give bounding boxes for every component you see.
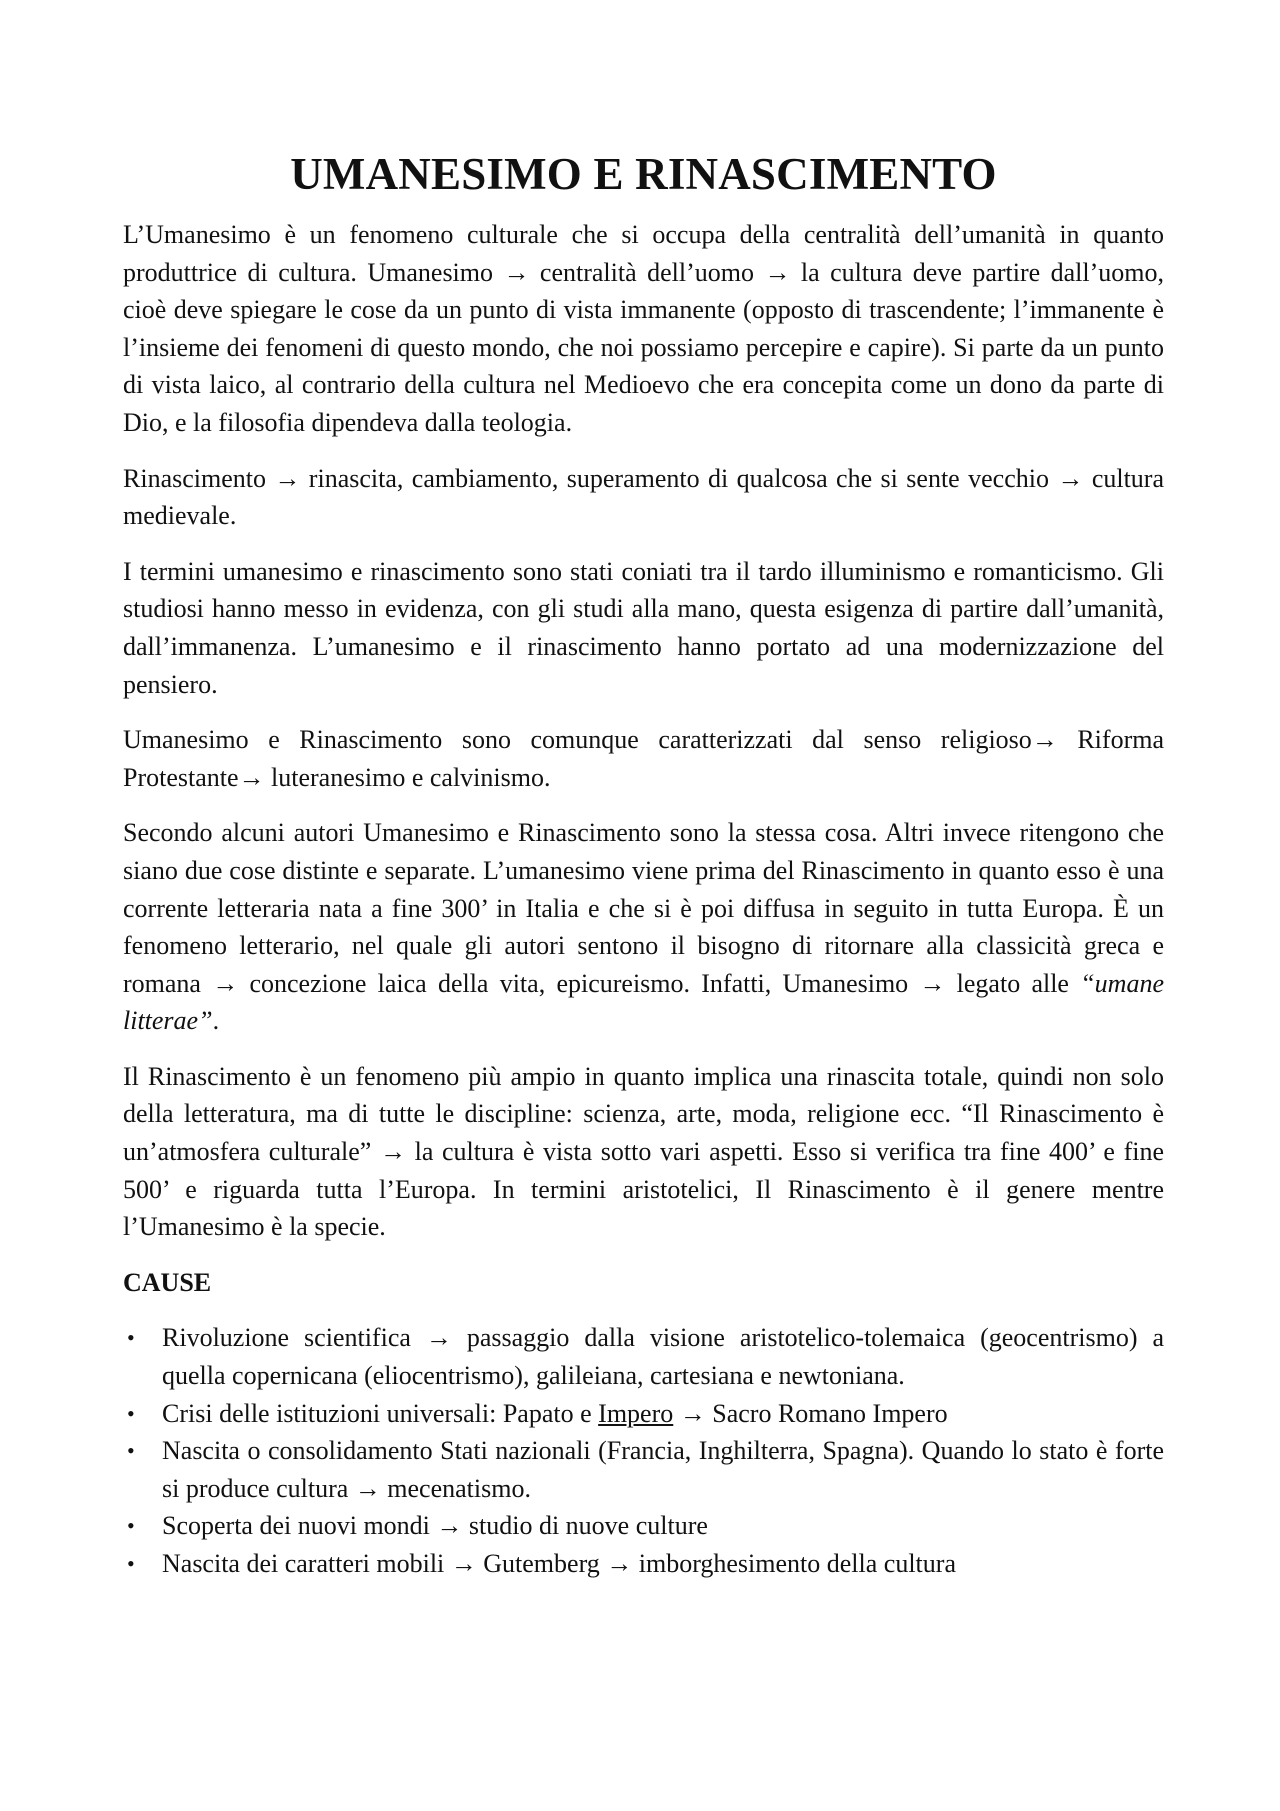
bullet-icon: • xyxy=(127,1513,135,1539)
bullet-icon: • xyxy=(127,1325,135,1351)
cause-list xyxy=(123,1319,1164,1582)
bullet-icon: • xyxy=(127,1551,135,1576)
list-item xyxy=(123,1545,1164,1583)
list-item xyxy=(123,1395,1164,1433)
paragraph-termini: I termini umanesimo e rinascimento sono stati coniati tra il tardo illuminismo e romanticismo. Gli studiosi hanno messo in evidenza, con gli studi alla mano, questa esigenza di partire dall’umanità, dall’immanenza. L’umanesimo e il rinascimento hanno portato ad una modernizzazione del pensiero. xyxy=(123,556,1164,699)
cause-heading: CAUSE xyxy=(123,1267,212,1297)
cause-text-after: → Sacro Romano Impero xyxy=(673,1398,948,1428)
bullet-icon: • xyxy=(127,1438,135,1464)
bullet-icon: • xyxy=(127,1400,135,1426)
impero-underlined: Impero xyxy=(598,1398,674,1428)
page-title: UMANESIMO E RINASCIMENTO xyxy=(290,149,997,199)
paragraph-senso-religioso: Umanesimo e Rinascimento sono comunque caratterizzati dal senso religioso→ Riforma Protestante→ luteranesimo e calvinismo. xyxy=(123,725,1164,792)
paragraph-autori xyxy=(123,814,1164,1040)
cause-text-before: Crisi delle istituzioni universali: Papato e xyxy=(162,1398,599,1428)
cause-text: Nascita o consolidamento Stati nazionali (Francia, Inghilterra, Spagna). Quando lo stato è forte si produce cultura → mecenatismo. xyxy=(162,1436,1164,1503)
document-page xyxy=(123,146,1164,1583)
paragraph-rinascimento: Rinascimento → rinascita, cambiamento, superamento di qualcosa che si sente vecchio → cultura medievale. xyxy=(123,463,1164,531)
list-item xyxy=(123,1432,1164,1507)
paragraph-autori-end: . xyxy=(212,1006,220,1036)
list-item xyxy=(123,1507,1164,1545)
cause-text: Nascita dei caratteri mobili → Gutemberg → imborghesimento della cultura xyxy=(162,1549,956,1578)
paragraph-umanesimo: L’Umanesimo è un fenomeno culturale che si occupa della centralità dell’umanità in quanto produttrice di cultura. Umanesimo → centralità dell’uomo → la cultura deve partire dall’uomo, cioè deve spiegare le cose da un punto di vista immanente (opposto di trascendente; l’immanente è l’insieme dei fenomeni di questo mondo, che noi possiamo percepire e capire). Si parte da un punto di vista laico, al contrario della cultura nel Medioevo che era concepita come un dono da parte di Dio, e la filosofia dipendeva dalla teologia. xyxy=(123,220,1164,437)
paragraph-autori-text: Secondo alcuni autori Umanesimo e Rinascimento sono la stessa cosa. Altri invece ritengono che siano due cose distinte e separate. L’umanesimo viene prima del Rinascimento in quanto esso è una corrente letteraria nata a fine 300’ in Italia e che si è poi diffusa in seguito in tutta Europa. È un fenomeno letterario, nel quale gli autori sentono il bisogno di ritornare alla classicità greca e romana → concezione laica della vita, epicureismo. Infatti, Umanesimo → legato alle xyxy=(123,818,1164,998)
umane-litterae-italic: “umane litterae” xyxy=(123,968,1164,1036)
cause-text: Scoperta dei nuovi mondi → studio di nuove culture xyxy=(162,1511,708,1541)
paragraph-rinascimento-ampio: Il Rinascimento è un fenomeno più ampio in quanto implica una rinascita totale, quindi non solo della letteratura, ma di tutte le discipline: scienza, arte, moda, religione ecc. “Il Rinascimento è un’atmosfera culturale” → la cultura è vista sotto vari aspetti. Esso si verifica tra fine 400’ e fine 500’ e riguarda tutta l’Europa. In termini aristotelici, Il Rinascimento è il genere mentre l’Umanesimo è la specie. xyxy=(123,1061,1164,1242)
list-item xyxy=(123,1319,1164,1394)
cause-text: Rivoluzione scientifica → passaggio dalla visione aristotelico-tolemaica (geocentrismo) a quella copernicana (eliocentrismo), galileiana, cartesiana e newtoniana. xyxy=(162,1323,1164,1391)
